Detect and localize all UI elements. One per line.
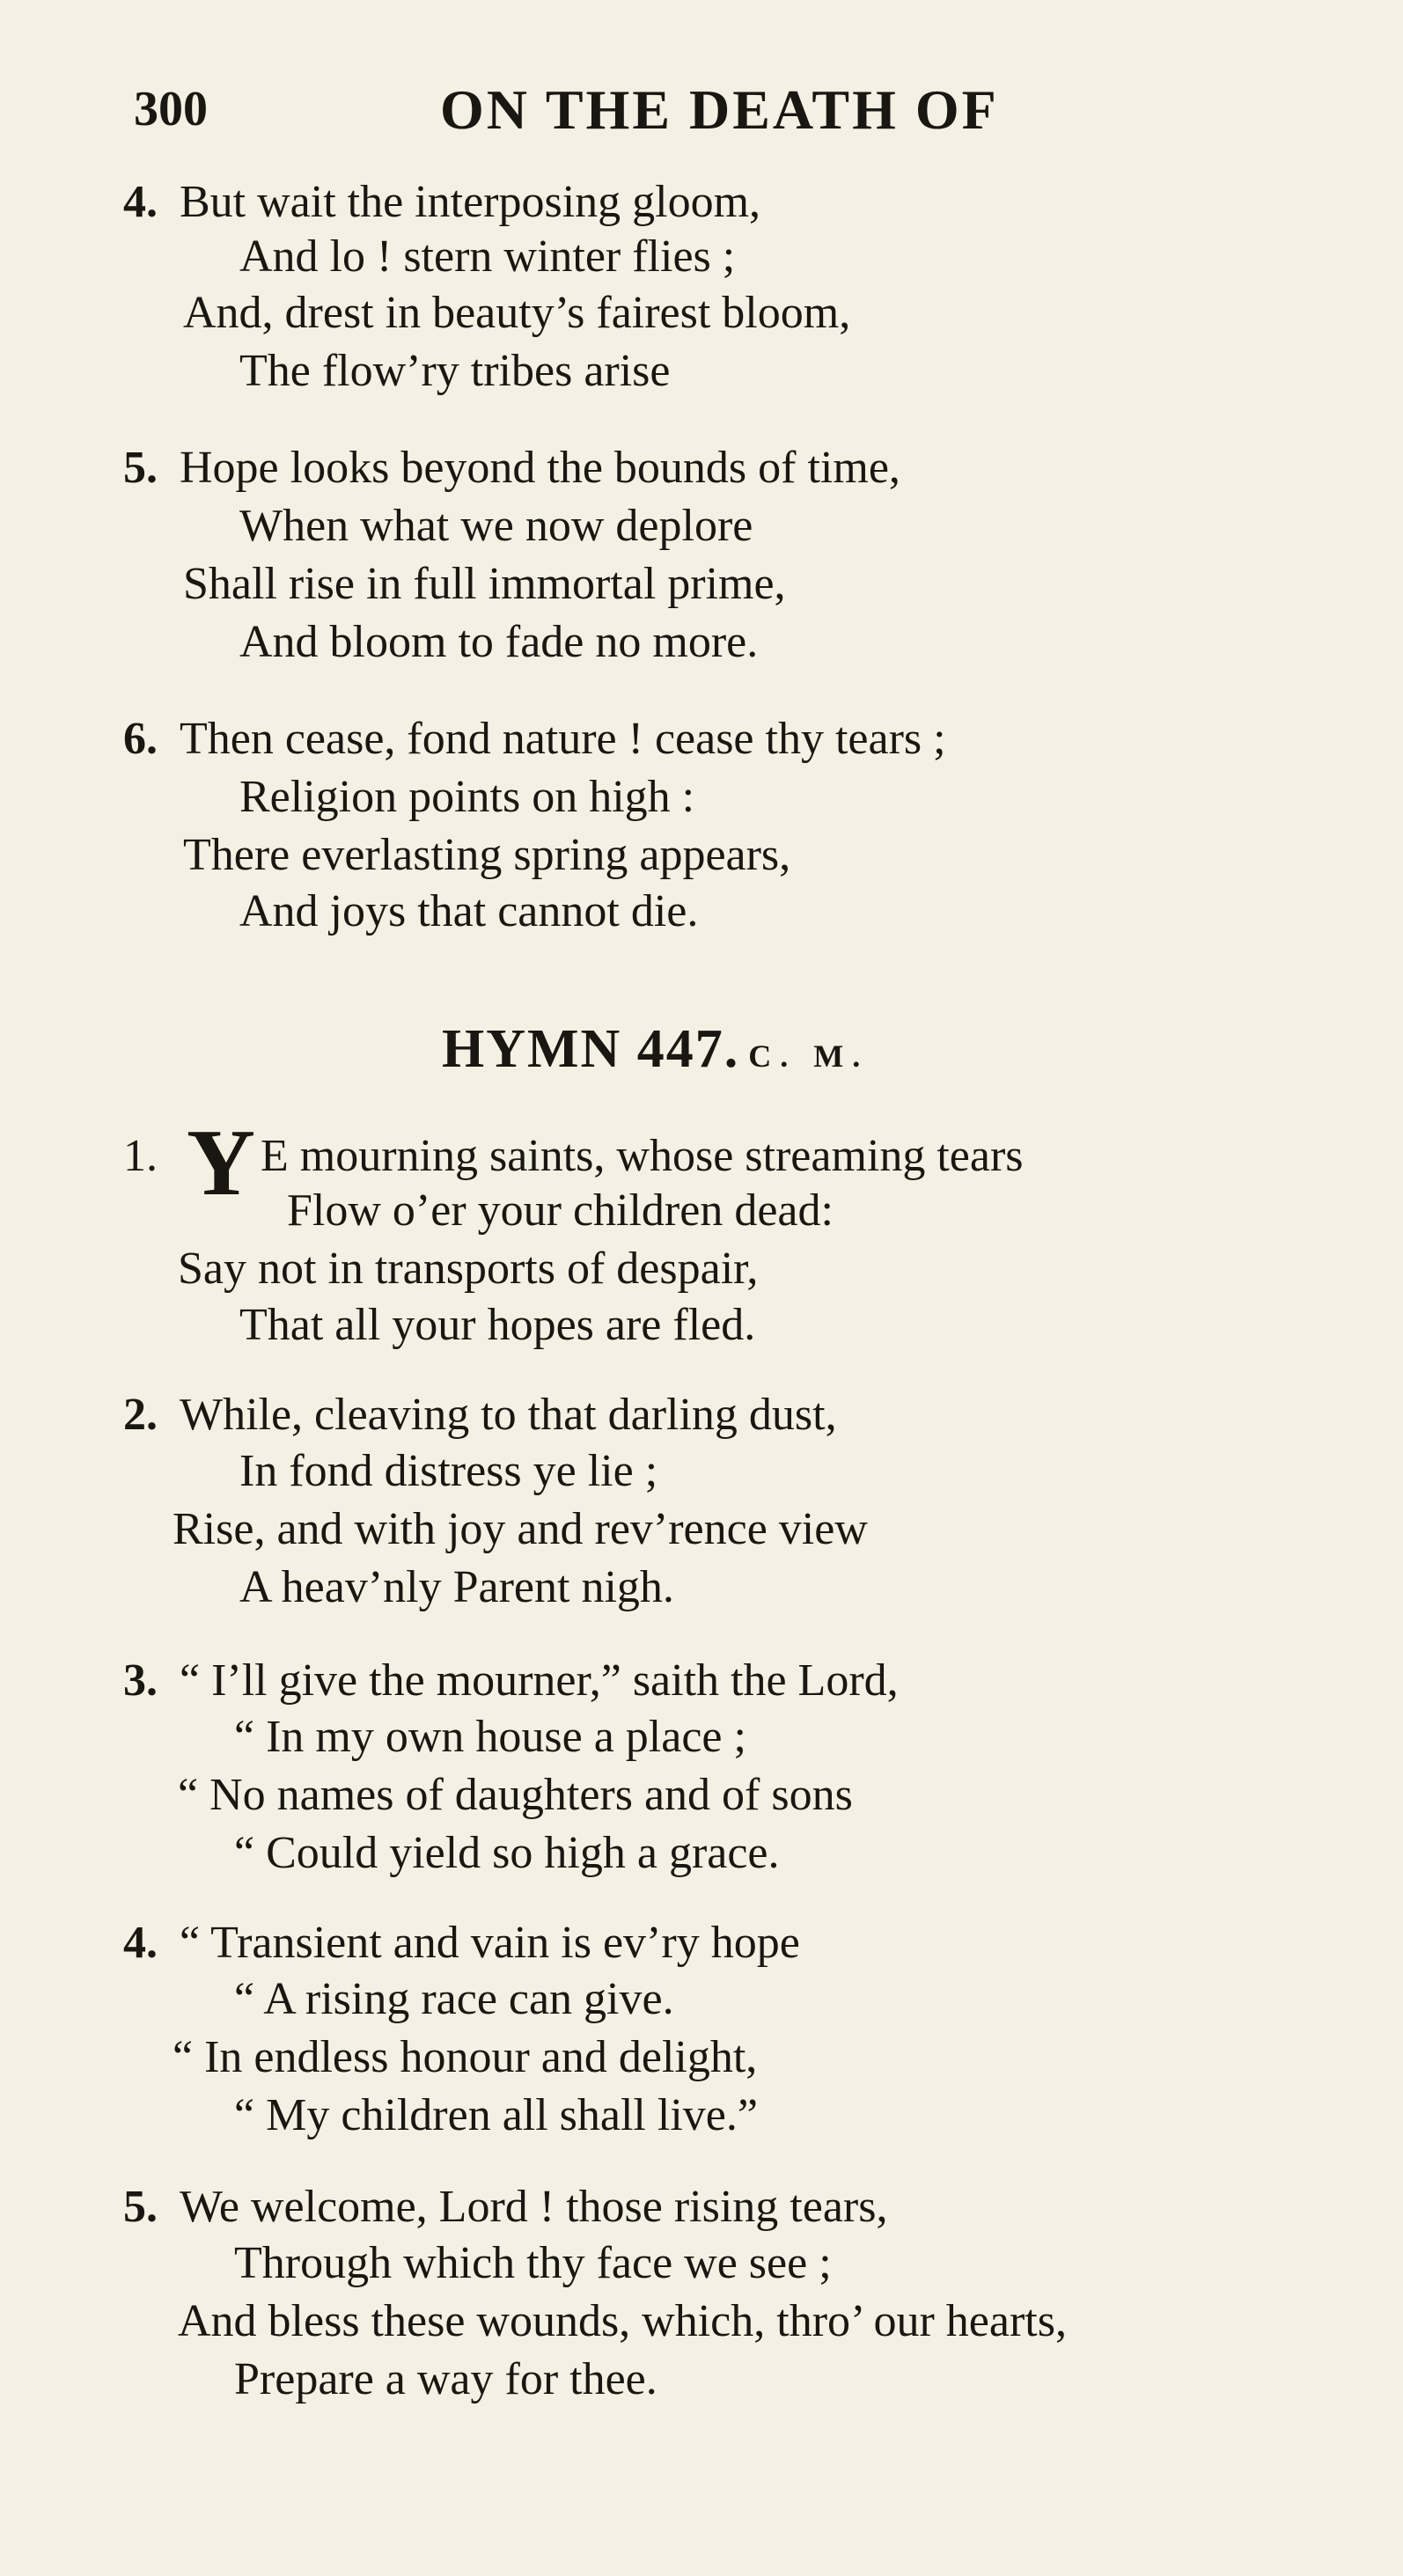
stanza-line: “ Could yield so high a grace. bbox=[234, 1828, 780, 1878]
stanza-line: And bless these wounds, which, thro’ our hearts, bbox=[178, 2296, 1067, 2346]
stanza-line: Shall rise in full immortal prime, bbox=[183, 559, 786, 609]
stanza-line: E mourning saints, whose streaming tears bbox=[261, 1131, 1024, 1181]
stanza-line bbox=[123, 2181, 887, 2234]
stanza-line-text: While, cleaving to that darling dust, bbox=[180, 1390, 837, 1440]
stanza-line: And, drest in beauty’s fairest bloom, bbox=[183, 288, 851, 338]
stanza-line: There everlasting spring appears, bbox=[183, 830, 791, 880]
stanza-line-text: “ I’ll give the mourner,” saith the Lord, bbox=[180, 1655, 899, 1706]
stanza-number: 5. bbox=[123, 2182, 158, 2232]
hymn-meter: C. M. bbox=[748, 1038, 870, 1074]
stanza-line bbox=[123, 442, 900, 495]
stanza-line: Flow o’er your children dead: bbox=[287, 1185, 834, 1236]
stanza-line: When what we now deplore bbox=[239, 501, 753, 551]
stanza-line: “ A rising race can give. bbox=[234, 1974, 674, 2024]
stanza-number: 5. bbox=[123, 443, 158, 493]
stanza-line: Through which thy face we see ; bbox=[234, 2238, 832, 2288]
stanza-line: Prepare a way for thee. bbox=[234, 2354, 657, 2404]
stanza-line: And bloom to fade no more. bbox=[239, 617, 759, 667]
stanza-line: “ In my own house a place ; bbox=[234, 1712, 746, 1762]
stanza-line-text: But wait the interposing gloom, bbox=[180, 177, 761, 227]
stanza-number: 4. bbox=[123, 1918, 158, 1968]
hymn-heading bbox=[442, 1018, 869, 1081]
stanza-line bbox=[123, 1389, 837, 1442]
stanza-number: 1. bbox=[123, 1131, 158, 1181]
stanza-line-text: “ Transient and vain is ev’ry hope bbox=[180, 1918, 800, 1968]
stanza-line: Rise, and with joy and rev’rence view bbox=[173, 1504, 868, 1554]
stanza-number: 2. bbox=[123, 1390, 158, 1440]
stanza-line: “ In endless honour and delight, bbox=[173, 2032, 758, 2082]
drop-cap: Y bbox=[187, 1111, 255, 1215]
stanza-line: Say not in transports of despair, bbox=[178, 1244, 759, 1294]
stanza-line-text: Then cease, fond nature ! cease thy tears ; bbox=[180, 714, 946, 764]
stanza-line-text: Hope looks beyond the bounds of time, bbox=[180, 443, 900, 493]
stanza-line: And lo ! stern winter flies ; bbox=[239, 231, 736, 282]
stanza-number: 6. bbox=[123, 714, 158, 764]
stanza-line: “ No names of daughters and of sons bbox=[178, 1770, 853, 1820]
stanza-line: A heav’nly Parent nigh. bbox=[239, 1562, 674, 1612]
stanza-line bbox=[123, 176, 760, 229]
running-head: ON THE DEATH OF bbox=[440, 78, 999, 141]
hymn-title: HYMN 447. bbox=[442, 1019, 740, 1079]
stanza-number: 3. bbox=[123, 1655, 158, 1706]
stanza-line bbox=[123, 1655, 899, 1707]
stanza-line: Religion points on high : bbox=[239, 772, 695, 822]
stanza-line: The flow’ry tribes arise bbox=[239, 346, 671, 396]
stanza-line bbox=[123, 1917, 800, 1970]
stanza-line bbox=[123, 713, 946, 766]
stanza-number: 4. bbox=[123, 177, 158, 227]
stanza-line: “ My children all shall live.” bbox=[234, 2090, 758, 2140]
stanza-line: That all your hopes are fled. bbox=[239, 1300, 756, 1350]
stanza-line: In fond distress ye lie ; bbox=[239, 1446, 658, 1496]
page-number: 300 bbox=[134, 82, 208, 136]
stanza-line-text: We welcome, Lord ! those rising tears, bbox=[180, 2182, 888, 2232]
stanza-line: And joys that cannot die. bbox=[239, 886, 699, 936]
